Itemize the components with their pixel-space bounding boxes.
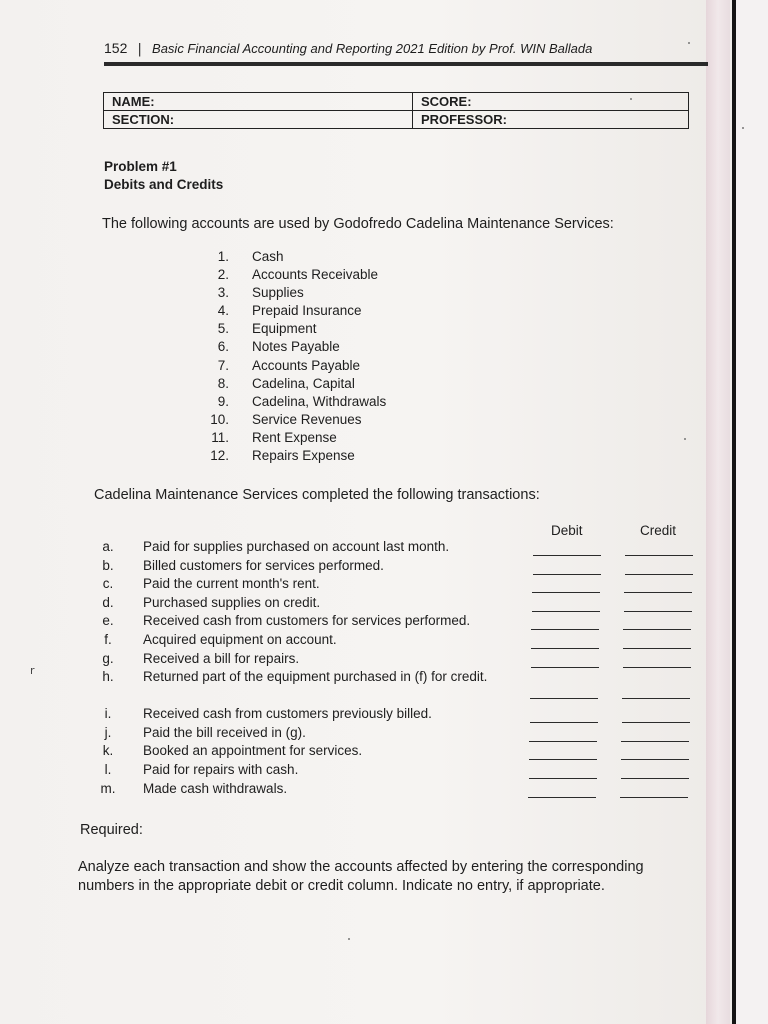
transaction-item: [96, 761, 516, 780]
transaction-description: Booked an appointment for services.: [143, 743, 363, 759]
debit-answer-blank[interactable]: [531, 648, 599, 649]
account-name: Accounts Receivable: [252, 267, 379, 283]
transaction-letter: i.: [104, 706, 112, 722]
account-name: Cash: [252, 249, 284, 264]
account-number: 5.: [217, 321, 229, 337]
transaction-description: Returned part of the equipment purchased in (f) for credit.: [143, 669, 488, 685]
account-name: Supplies: [252, 285, 304, 301]
debit-answer-blank[interactable]: [529, 759, 597, 760]
debit-answer-blank[interactable]: [530, 698, 598, 699]
account-name: Prepaid Insurance: [252, 303, 362, 319]
account-number: 11.: [211, 429, 229, 445]
debit-answer-blank[interactable]: [532, 611, 600, 612]
account-number: 10.: [210, 411, 229, 427]
credit-answer-blank[interactable]: [622, 722, 690, 723]
account-item: [205, 393, 465, 411]
account-name: Cadelina, Withdrawals: [252, 393, 387, 409]
credit-answer-blank[interactable]: [625, 555, 693, 556]
account-number: 6.: [217, 339, 229, 355]
account-number: 4.: [217, 303, 229, 319]
account-item: [205, 302, 465, 320]
credit-answer-blank[interactable]: [621, 778, 689, 779]
problem-heading: [104, 158, 223, 194]
stray-mark: r: [30, 664, 35, 677]
debit-answer-blank[interactable]: [529, 778, 597, 779]
transaction-item: [96, 612, 516, 631]
transaction-letter: f.: [104, 631, 112, 647]
student-info-table: [103, 92, 689, 129]
problem-title: Debits and Credits: [104, 177, 224, 192]
account-name: Accounts Payable: [252, 357, 361, 373]
credit-answer-blank[interactable]: [620, 797, 688, 798]
transaction-item: [96, 668, 516, 705]
debit-answer-blank[interactable]: [532, 592, 600, 593]
accounts-intro: The following accounts are used by Godofredo Cadelina Maintenance Services:: [102, 216, 614, 232]
transaction-item: [96, 594, 516, 613]
transaction-description: Received cash from customers previously billed.: [143, 706, 432, 722]
binding-edge-line: [732, 0, 736, 1024]
account-item: [205, 284, 465, 302]
debit-answer-blank[interactable]: [533, 574, 601, 575]
transaction-description: Paid for supplies purchased on account last month.: [143, 539, 450, 554]
transaction-description: Made cash withdrawals.: [143, 780, 288, 796]
account-item: [205, 248, 465, 266]
debit-answer-blank[interactable]: [531, 667, 599, 668]
transaction-description: Purchased supplies on credit.: [143, 594, 321, 610]
account-number: 3.: [217, 285, 229, 301]
transaction-item: [96, 538, 516, 557]
speck: [742, 127, 744, 129]
page-number: 152: [104, 40, 128, 56]
account-item: [205, 320, 465, 338]
transaction-item: [96, 557, 516, 576]
account-name: Service Revenues: [252, 411, 362, 427]
transaction-letter: e.: [102, 613, 114, 629]
transactions-intro: Cadelina Maintenance Services completed the following transactions:: [94, 487, 540, 503]
accounts-list: [205, 248, 465, 465]
speck: [688, 42, 690, 44]
problem-number: Problem #1: [104, 159, 177, 174]
transaction-description: Billed customers for services performed.: [143, 557, 384, 573]
credit-answer-blank[interactable]: [621, 759, 689, 760]
transaction-description: Received a bill for repairs.: [143, 650, 300, 666]
debit-answer-blank[interactable]: [530, 722, 598, 723]
header-rule: [104, 62, 708, 66]
speck: [630, 98, 632, 100]
transaction-item: [96, 780, 516, 799]
credit-column-header: Credit: [640, 523, 677, 538]
credit-answer-blank[interactable]: [621, 741, 689, 742]
book-title: Basic Financial Accounting and Reporting 2021 Edition by Prof. WIN Ballada: [152, 41, 593, 56]
account-name: Rent Expense: [252, 429, 337, 445]
credit-answer-blank[interactable]: [625, 574, 693, 575]
transaction-letter: m.: [100, 780, 116, 796]
speck: [348, 938, 350, 940]
account-item: [205, 357, 465, 375]
transaction-letter: g.: [102, 650, 114, 666]
header-separator: |: [137, 42, 142, 57]
professor-field: PROFESSOR:: [413, 111, 689, 129]
credit-answer-blank[interactable]: [623, 667, 691, 668]
transaction-letter: a.: [102, 539, 114, 554]
required-label: Required:: [80, 822, 143, 838]
debit-column-header: Debit: [551, 523, 583, 538]
account-item: [205, 338, 465, 356]
credit-answer-blank[interactable]: [623, 629, 691, 630]
account-item: [205, 447, 465, 465]
transaction-letter: b.: [102, 557, 114, 573]
name-field: NAME:: [104, 93, 413, 111]
debit-answer-blank[interactable]: [529, 741, 597, 742]
transaction-letter: j.: [104, 724, 112, 740]
account-number: 2.: [217, 267, 229, 283]
transaction-letter: h.: [102, 669, 114, 685]
transaction-letter: l.: [104, 761, 112, 777]
account-number: 1.: [217, 249, 229, 264]
account-number: 7.: [217, 357, 229, 373]
debit-answer-blank[interactable]: [528, 797, 596, 798]
debit-answer-blank[interactable]: [533, 555, 601, 556]
account-number: 9.: [217, 393, 229, 409]
account-item: [205, 429, 465, 447]
transaction-description: Received cash from customers for services performed.: [143, 613, 471, 629]
transaction-letter: d.: [102, 594, 114, 610]
account-item: [205, 266, 465, 284]
transaction-item: [96, 631, 516, 650]
transaction-item: [96, 650, 516, 669]
outside-background: [736, 0, 768, 1024]
debit-answer-blank[interactable]: [531, 629, 599, 630]
credit-answer-blank[interactable]: [622, 698, 690, 699]
account-name: Cadelina, Capital: [252, 375, 355, 391]
transaction-item: [96, 724, 516, 743]
transaction-item: [96, 742, 516, 761]
score-field: SCORE:: [413, 93, 689, 111]
account-item: [205, 411, 465, 429]
credit-answer-blank[interactable]: [624, 611, 692, 612]
transaction-description: Paid the current month's rent.: [143, 576, 320, 592]
speck: [684, 438, 686, 440]
transaction-item: [96, 575, 516, 594]
transaction-letter: c.: [102, 576, 114, 592]
section-field: SECTION:: [104, 111, 413, 129]
transaction-letter: k.: [102, 743, 114, 759]
transaction-description: Acquired equipment on account.: [143, 631, 337, 647]
account-number: 12.: [210, 448, 229, 464]
transaction-description: Paid the bill received in (g).: [143, 724, 306, 740]
transaction-description: Paid for repairs with cash.: [143, 761, 299, 777]
account-item: [205, 375, 465, 393]
credit-answer-blank[interactable]: [623, 648, 691, 649]
credit-answer-blank[interactable]: [624, 592, 692, 593]
transactions-list: [96, 538, 516, 798]
account-name: Equipment: [252, 321, 317, 337]
account-name: Repairs Expense: [252, 448, 355, 464]
page-edge: [706, 0, 730, 1024]
required-instructions: Analyze each transaction and show the accounts affected by entering the corresponding numbers in the appropriate debit or credit column. Indicate no entry, if appropriate.: [78, 859, 644, 894]
transaction-item: [96, 705, 516, 724]
account-number: 8.: [217, 375, 229, 391]
account-name: Notes Payable: [252, 339, 340, 355]
